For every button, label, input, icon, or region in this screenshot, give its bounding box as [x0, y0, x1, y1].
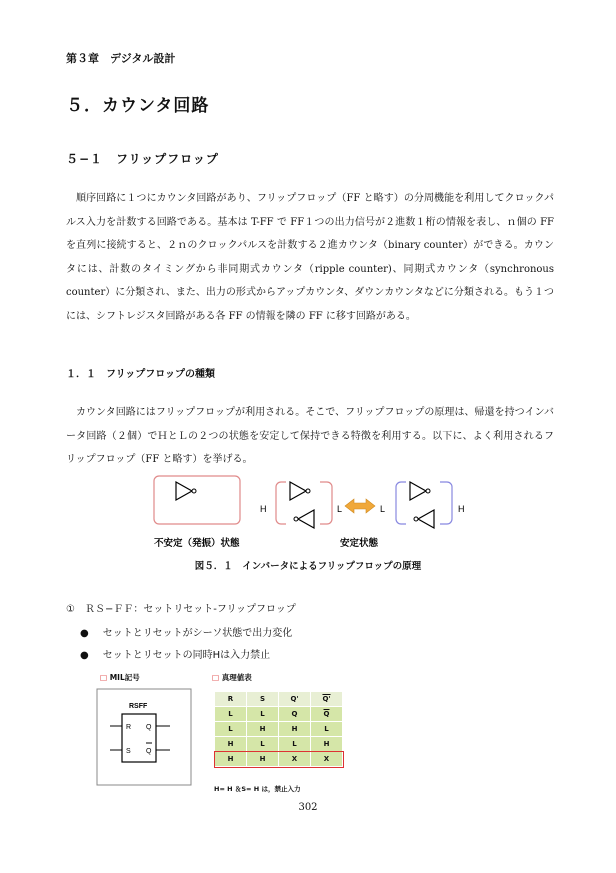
- square-icon: □: [100, 673, 108, 682]
- table-cell: H: [247, 752, 279, 767]
- table-header-row: [215, 692, 343, 707]
- table-row: [215, 707, 343, 722]
- table-cell: H: [215, 752, 247, 767]
- stable-diagram-right: [380, 476, 465, 532]
- rsff-q: Q: [146, 724, 152, 731]
- figure-caption: 図５．１ インバータによるフリップフロップの原理: [194, 561, 422, 572]
- unstable-oscillator-diagram: [154, 476, 240, 524]
- unstable-label: 不安定（発振）状態: [154, 538, 240, 549]
- label-l-left: L: [337, 504, 343, 514]
- mil-label-text: MIL記号: [109, 673, 140, 682]
- section-heading: ５−１ フリップフロップ: [66, 152, 219, 166]
- page-title: ５．カウンタ回路: [66, 96, 210, 116]
- rsff-symbol: [96, 688, 192, 786]
- table-row: [215, 737, 343, 752]
- table-cell: L: [215, 707, 247, 722]
- bullet-item: [80, 624, 292, 639]
- table-row-forbidden: [215, 752, 343, 767]
- table-cell: L: [311, 722, 343, 737]
- bullet-text: セットとリセットがシーソ状態で出力変化: [102, 628, 293, 639]
- flipflop-paragraph: [66, 401, 554, 472]
- chapter-header: 第３章 デジタル設計: [66, 52, 176, 65]
- table-cell: X: [279, 752, 311, 767]
- subsection-heading: １．１ フリップフロップの種類: [66, 369, 215, 380]
- label-h-left: H: [260, 504, 267, 514]
- rsff-r: R: [126, 724, 132, 731]
- mil-symbol-label: [100, 672, 140, 683]
- table-cell: L: [215, 722, 247, 737]
- bullet-item: [80, 646, 270, 661]
- header-q: Q': [279, 692, 311, 707]
- label-h-right: H: [458, 504, 465, 514]
- double-arrow-icon: [345, 499, 375, 513]
- header-r: R: [215, 692, 247, 707]
- intro-paragraph: [66, 187, 554, 328]
- table-cell: H: [247, 722, 279, 737]
- bullet-text: セットとリセットの同時Hは入力禁止: [102, 650, 271, 661]
- table-cell: $\overline{Q}$: [311, 707, 343, 722]
- rsff-item: ① ＲＳ−ＦＦ：セットリセット-フリップフロップ: [66, 604, 296, 615]
- table-cell: L: [279, 737, 311, 752]
- table-cell: L: [247, 737, 279, 752]
- table-row: [215, 722, 343, 737]
- table-cell: H: [279, 722, 311, 737]
- rsff-name: RSFF: [129, 703, 148, 710]
- stable-diagram-left: [260, 476, 342, 532]
- rsff-s: S: [126, 748, 131, 755]
- table-cell: L: [247, 707, 279, 722]
- table-cell: H: [215, 737, 247, 752]
- bullet-icon: ●: [80, 628, 89, 639]
- square-icon: □: [212, 673, 220, 682]
- inverter-flipflop-figure: [140, 470, 480, 552]
- bullet-icon: ●: [80, 650, 89, 661]
- intro-paragraph-text: 順序回路に１つにカウンタ回路があり、フリップフロップ（FF と略す）の分周機能を利用してクロックパルス入力を計数する回路である。基本は T-FF で FF１つの出力信号が２進数１桁の情報を表し、ｎ個の FF を直列に接続すると、２ｎのクロックパルスを計数する２進カウンタ（binary counter）ができる。カウンタには、計数のタイミングから非同期式カウンタ（ripple counter)、同期式カウンタ（synchronous counter）に分類され、また、出力の形式からアップカウンタ、ダウンカウンタなどに分類される。もう１つには、シフトレジスタ回路がある各 FF の情報を隣の FF に移す回路がある。: [66, 193, 554, 322]
- truth-table: [214, 691, 343, 767]
- stable-label: 安定状態: [340, 538, 379, 549]
- header-qbar: Q': [311, 692, 343, 707]
- truth-label-text: 真理値表: [221, 673, 252, 682]
- page-number: 302: [298, 802, 318, 813]
- table-cell: Q: [279, 707, 311, 722]
- header-s: S: [247, 692, 279, 707]
- table-note: H= H ＆S= H は，禁止入力: [214, 785, 301, 793]
- label-l-right: L: [380, 504, 386, 514]
- truth-table-label: [212, 672, 252, 683]
- table-cell: H: [311, 737, 343, 752]
- rsff-qbar: Q: [146, 748, 152, 755]
- flipflop-paragraph-text: カウンタ回路にはフリップフロップが利用される。そこで、フリップフロップの原理は、帰還を持つインバータ回路（２個）でＨとＬの２つの状態を安定して保持できる特徴を利用する。以下に、よく利用されるフリップフロップ（FF と略す）を挙げる。: [66, 407, 554, 465]
- table-cell: X: [311, 752, 343, 767]
